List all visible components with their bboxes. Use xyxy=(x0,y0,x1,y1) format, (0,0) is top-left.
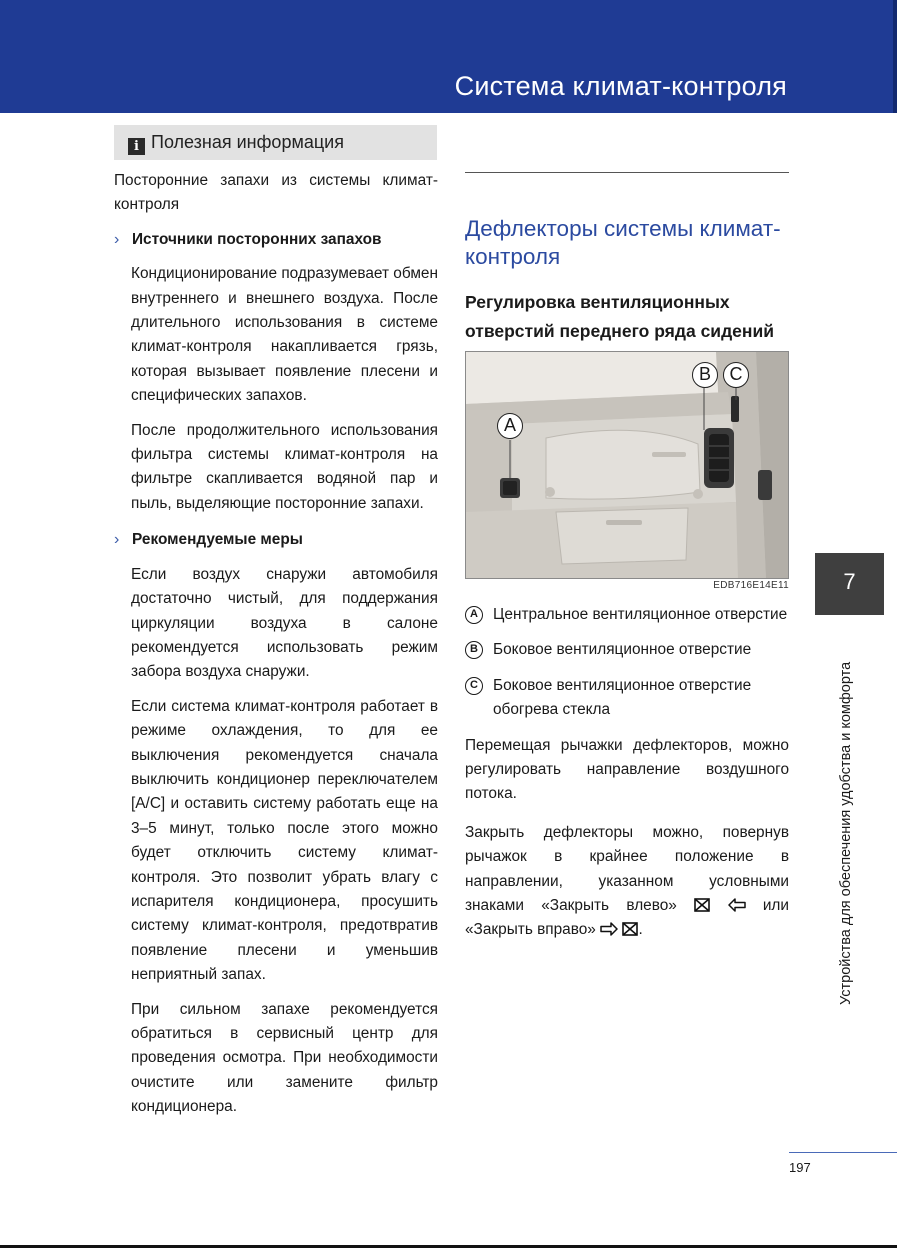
close-instruction-mid: или «Закрыть вправо» xyxy=(465,897,789,939)
deflector-paragraph-1: Перемещая рычажки дефлекторов, можно регулировать направление воздушного потока. xyxy=(465,736,789,803)
figure-code: EDB716E14E11 xyxy=(713,580,789,591)
measures-paragraph-3: При сильном запахе рекомендуется обратиться в сервисный центр для проведения осмотра. При необходимости очистите или замените фильтр кондиционера. xyxy=(131,1000,438,1116)
page-header xyxy=(0,0,897,113)
section-title: Дефлекторы системы климат-контроля xyxy=(465,216,781,269)
info-icon: i xyxy=(128,138,145,155)
vent-closed-icon xyxy=(622,922,638,936)
page-title: Система климат-контроля xyxy=(454,71,787,101)
legend-text-b: Боковое вентиляционное отверстие xyxy=(493,641,752,659)
sources-heading xyxy=(114,228,438,252)
measures-heading xyxy=(114,528,438,552)
callout-a: A xyxy=(497,413,523,439)
arrow-right-icon xyxy=(600,922,618,936)
legend-item-b xyxy=(465,638,789,662)
sources-paragraph-2: После продолжительного использования фильтра системы климат-контроля на фильтре скапливается водяной пар и пыль, выделяющие посторонние запахи. xyxy=(131,421,438,512)
dashboard-vents-figure xyxy=(465,351,789,579)
sources-paragraph-1: Кондиционирование подразумевает обмен внутреннего и внешнего воздуха. После длительного использования в системе климат-контроля накапливается грязь, которая вызывает появление плесени и специфических запахов. xyxy=(131,265,438,405)
info-box-header xyxy=(114,125,437,160)
measures-heading-label: Рекомендуемые меры xyxy=(132,531,303,549)
close-instruction-end: . xyxy=(638,921,643,939)
callout-b: B xyxy=(692,362,718,388)
legend-mark-b: B xyxy=(465,641,483,659)
figure-legend xyxy=(465,603,789,723)
legend-mark-a: A xyxy=(465,606,483,624)
callout-c: C xyxy=(723,362,749,388)
measures-paragraph-1: Если воздух снаружи автомобиля достаточно чистый, для поддержания циркуляции воздуха в салоне рекомендуется использовать режим забора воздуха снаружи. xyxy=(131,565,438,681)
vent-closed-icon xyxy=(694,898,710,912)
legend-mark-c: C xyxy=(465,677,483,695)
chapter-title-vertical: Устройства для обеспечения удобства и комфорта xyxy=(838,661,854,1005)
section-divider xyxy=(465,172,789,173)
measures-paragraph-2: Если система климат-контроля работает в режиме охлаждения, то для ее выключения рекомендуется сначала выключить кондиционер переключателем [A/C] и оставить систему работать еще на 3–5 минут, только после этого можно будет отключить систему климат-контроля. Это позволит убрать влагу с испарителя кондиционера, просушить систему климат-контроля, предотвратив появление плесени и уменьшив неприятный запах. xyxy=(131,697,438,984)
deflector-paragraph-2 xyxy=(465,821,789,943)
close-instruction-start: Закрыть дефлекторы можно, повернув рычажок в крайнее положение в направлении, указанном условными знаками «Закрыть влево» xyxy=(465,823,789,915)
info-box-title: Полезная информация xyxy=(151,132,344,152)
right-column xyxy=(465,119,789,943)
chapter-tab: 7 xyxy=(815,553,884,615)
legend-text-a: Центральное вентиляционное отверстие xyxy=(493,606,788,623)
legend-item-c xyxy=(465,674,789,723)
sources-heading-label: Источники посторонних запахов xyxy=(132,230,382,248)
legend-text-c: Боковое вентиляционное отверстие обогрева стекла xyxy=(493,676,752,719)
header-edge xyxy=(893,0,897,113)
arrow-left-icon xyxy=(728,898,746,912)
chevron-right-icon: › xyxy=(114,531,120,549)
legend-item-a xyxy=(465,603,789,627)
chevron-right-icon: › xyxy=(114,230,120,248)
left-column xyxy=(114,169,438,1120)
intro-text: Посторонние запахи из системы климат-контроля xyxy=(114,172,438,214)
page-number-rule xyxy=(789,1152,897,1153)
page-number: 197 xyxy=(789,1160,811,1175)
subsection-title: Регулировка вентиляционных отверстий переднего ряда сидений xyxy=(465,292,774,341)
